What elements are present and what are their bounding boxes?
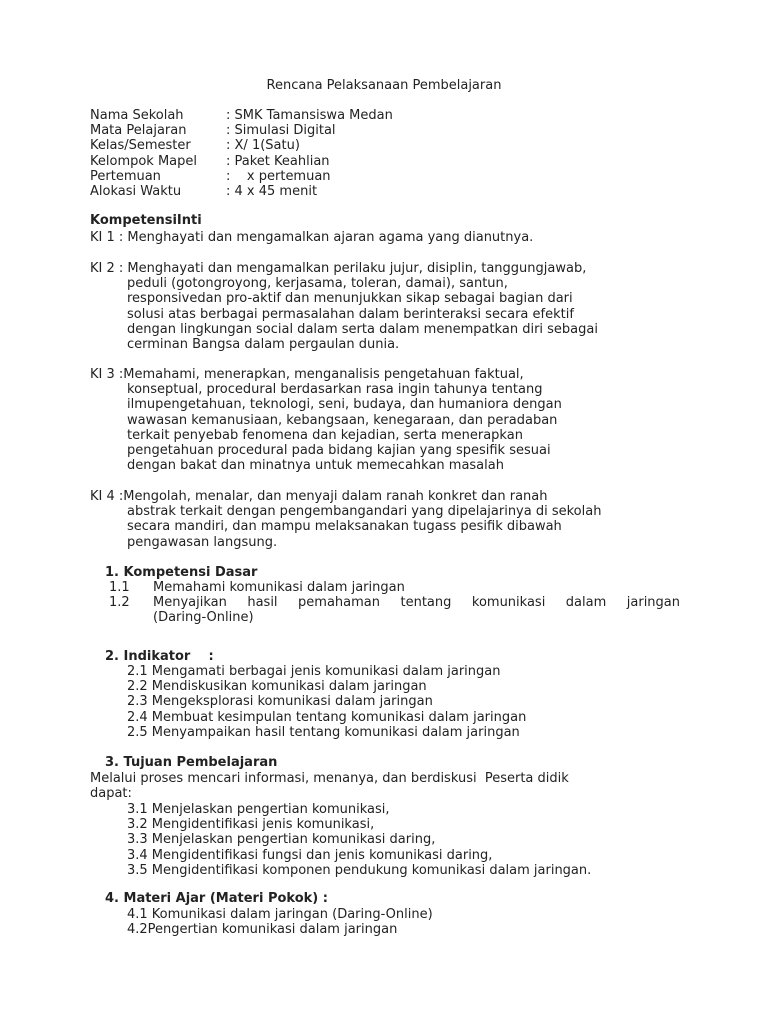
indikator-item: 2.5 Menyampaikan hasil tentang komunikasi dalam jaringan: [127, 724, 520, 740]
indikator-item: 2.3 Mengeksplorasi komunikasi dalam jaringan: [127, 694, 433, 710]
ki2: [90, 261, 598, 352]
kd-text-cont: (Daring-Online): [153, 610, 254, 626]
tujuan-item: 3.2 Mengidentifikasi jenis komunikasi,: [127, 817, 375, 833]
info-label: Nama Sekolah: [90, 108, 184, 123]
materi-list: [127, 907, 433, 937]
ki4-line: KI 4 :Mengolah, menalar, dan menyaji dalam ranah konkret dan ranah: [90, 489, 548, 504]
info-row: [90, 123, 393, 138]
materi-item: 4.2Pengertian komunikasi dalam jaringan: [127, 922, 398, 938]
info-sep: :: [226, 123, 231, 139]
materi-heading: 4. Materi Ajar (Materi Pokok) :: [105, 891, 328, 906]
indikator-item: 2.4 Membuat kesimpulan tentang komunikasi dalam jaringan: [127, 709, 527, 725]
kd-list: [109, 580, 680, 626]
kd-item: [109, 595, 680, 610]
ki3-line: konseptual, procedural berdasarkan rasa ingin tahunya tentang: [127, 382, 543, 398]
tujuan-item: 3.5 Mengidentifikasi komponen pendukung komunikasi dalam jaringan.: [127, 862, 592, 878]
info-value: SMK Tamansiswa Medan: [230, 108, 393, 123]
info-row: [90, 169, 393, 184]
info-value: 4 x 45 menit: [230, 183, 318, 199]
kd-text: Memahami komunikasi dalam jaringan: [153, 580, 405, 595]
info-label: Kelas/Semester: [90, 138, 191, 154]
ki3-line: terkait penyebab fenomena dan kejadian, serta menerapkan: [127, 427, 523, 443]
tujuan-heading: 3. Tujuan Pembelajaran: [105, 755, 278, 770]
info-row: [90, 108, 393, 123]
info-sep: :: [226, 108, 231, 123]
materi-item: 4.1 Komunikasi dalam jaringan (Daring-Online): [127, 907, 433, 922]
info-label: Pertemuan: [90, 168, 161, 184]
tujuan-intro-line: Melalui proses mencari informasi, menanya, dan berdiskusi Peserta didik: [90, 771, 569, 786]
info-sep: :: [226, 168, 231, 184]
info-table: [90, 108, 393, 199]
kd-heading: 1. Kompetensi Dasar: [105, 565, 258, 580]
ki4: [90, 489, 601, 550]
kd-item: [109, 580, 680, 595]
tujuan-item: 3.1 Menjelaskan pengertian komunikasi,: [127, 802, 390, 817]
ki4-line: abstrak terkait dengan pengembangandari yang dipelajarinya di sekolah: [127, 504, 602, 520]
info-sep: :: [226, 153, 231, 169]
ki4-line: secara mandiri, dan mampu melaksanakan tugass pesifik dibawah: [127, 519, 562, 535]
ki2-line: dengan lingkungan social dalam serta dalam menempatkan diri sebagai: [127, 321, 598, 337]
info-row: [90, 184, 393, 199]
ki1: KI 1 : Menghayati dan mengamalkan ajaran agama yang dianutnya.: [90, 230, 534, 245]
ki2-line: responsivedan pro-aktif dan menunjukkan sikap sebagai bagian dari: [127, 291, 573, 307]
indikator-item: 2.1 Mengamati berbagai jenis komunikasi dalam jaringan: [127, 664, 501, 679]
ki2-line: solusi atas berbagai permasalahan dalam berinteraksi secara efektif: [127, 306, 574, 322]
ki2-line: cerminan Bangsa dalam pergaulan dunia.: [127, 336, 400, 352]
kd-num: 1.2: [109, 595, 130, 611]
ki2-line: KI 2 : Menghayati dan mengamalkan perilaku jujur, disiplin, tanggungjawab,: [90, 261, 587, 276]
info-sep: :: [226, 183, 231, 199]
tujuan-item: 3.3 Menjelaskan pengertian komunikasi daring,: [127, 832, 436, 848]
indikator-list: [127, 664, 526, 740]
ki3-line: wawasan kemanusiaan, kebangsaan, kenegaraan, dan peradaban: [127, 412, 558, 428]
info-value: Simulasi Digital: [230, 123, 336, 139]
ki3-line: KI 3 :Memahami, menerapkan, menganalisis pengetahuan faktual,: [90, 367, 524, 382]
indikator-item: 2.2 Mendiskusikan komunikasi dalam jaringan: [127, 679, 427, 695]
ki2-line: peduli (gotongroyong, kerjasama, toleran, damai), santun,: [127, 276, 508, 292]
info-value: Paket Keahlian: [230, 153, 330, 169]
tujuan-list: [127, 802, 591, 878]
info-label: Kelompok Mapel: [90, 153, 198, 169]
kd-num: 1.1: [109, 580, 130, 595]
ki3-line: pengetahuan procedural pada bidang kajian yang spesifik sesuai: [127, 442, 551, 458]
ki3: [90, 367, 562, 473]
document-title: Rencana Pelaksanaan Pembelajaran: [266, 78, 502, 93]
info-value: X/ 1(Satu): [230, 138, 300, 154]
tujuan-item: 3.4 Mengidentifikasi fungsi dan jenis komunikasi daring,: [127, 847, 493, 863]
info-row: [90, 138, 393, 153]
kd-text: Menyajikan hasil pemahaman tentang komunikasi dalam jaringan: [153, 595, 680, 611]
tujuan-intro: [90, 771, 569, 801]
info-label: Alokasi Waktu: [90, 183, 182, 199]
tujuan-intro-line: dapat:: [90, 786, 132, 802]
ki3-line: dengan bakat dan minatnya untuk memecahkan masalah: [127, 458, 504, 474]
ki3-line: ilmupengetahuan, teknologi, seni, budaya, dan humaniora dengan: [127, 397, 562, 413]
ki-heading: KompetensiInti: [90, 213, 202, 228]
info-label: Mata Pelajaran: [90, 123, 187, 139]
indikator-heading: 2. Indikator :: [105, 649, 214, 664]
info-sep: :: [226, 138, 231, 154]
info-row: [90, 154, 393, 169]
info-value: x pertemuan: [230, 168, 331, 184]
ki4-line: pengawasan langsung.: [127, 534, 278, 550]
